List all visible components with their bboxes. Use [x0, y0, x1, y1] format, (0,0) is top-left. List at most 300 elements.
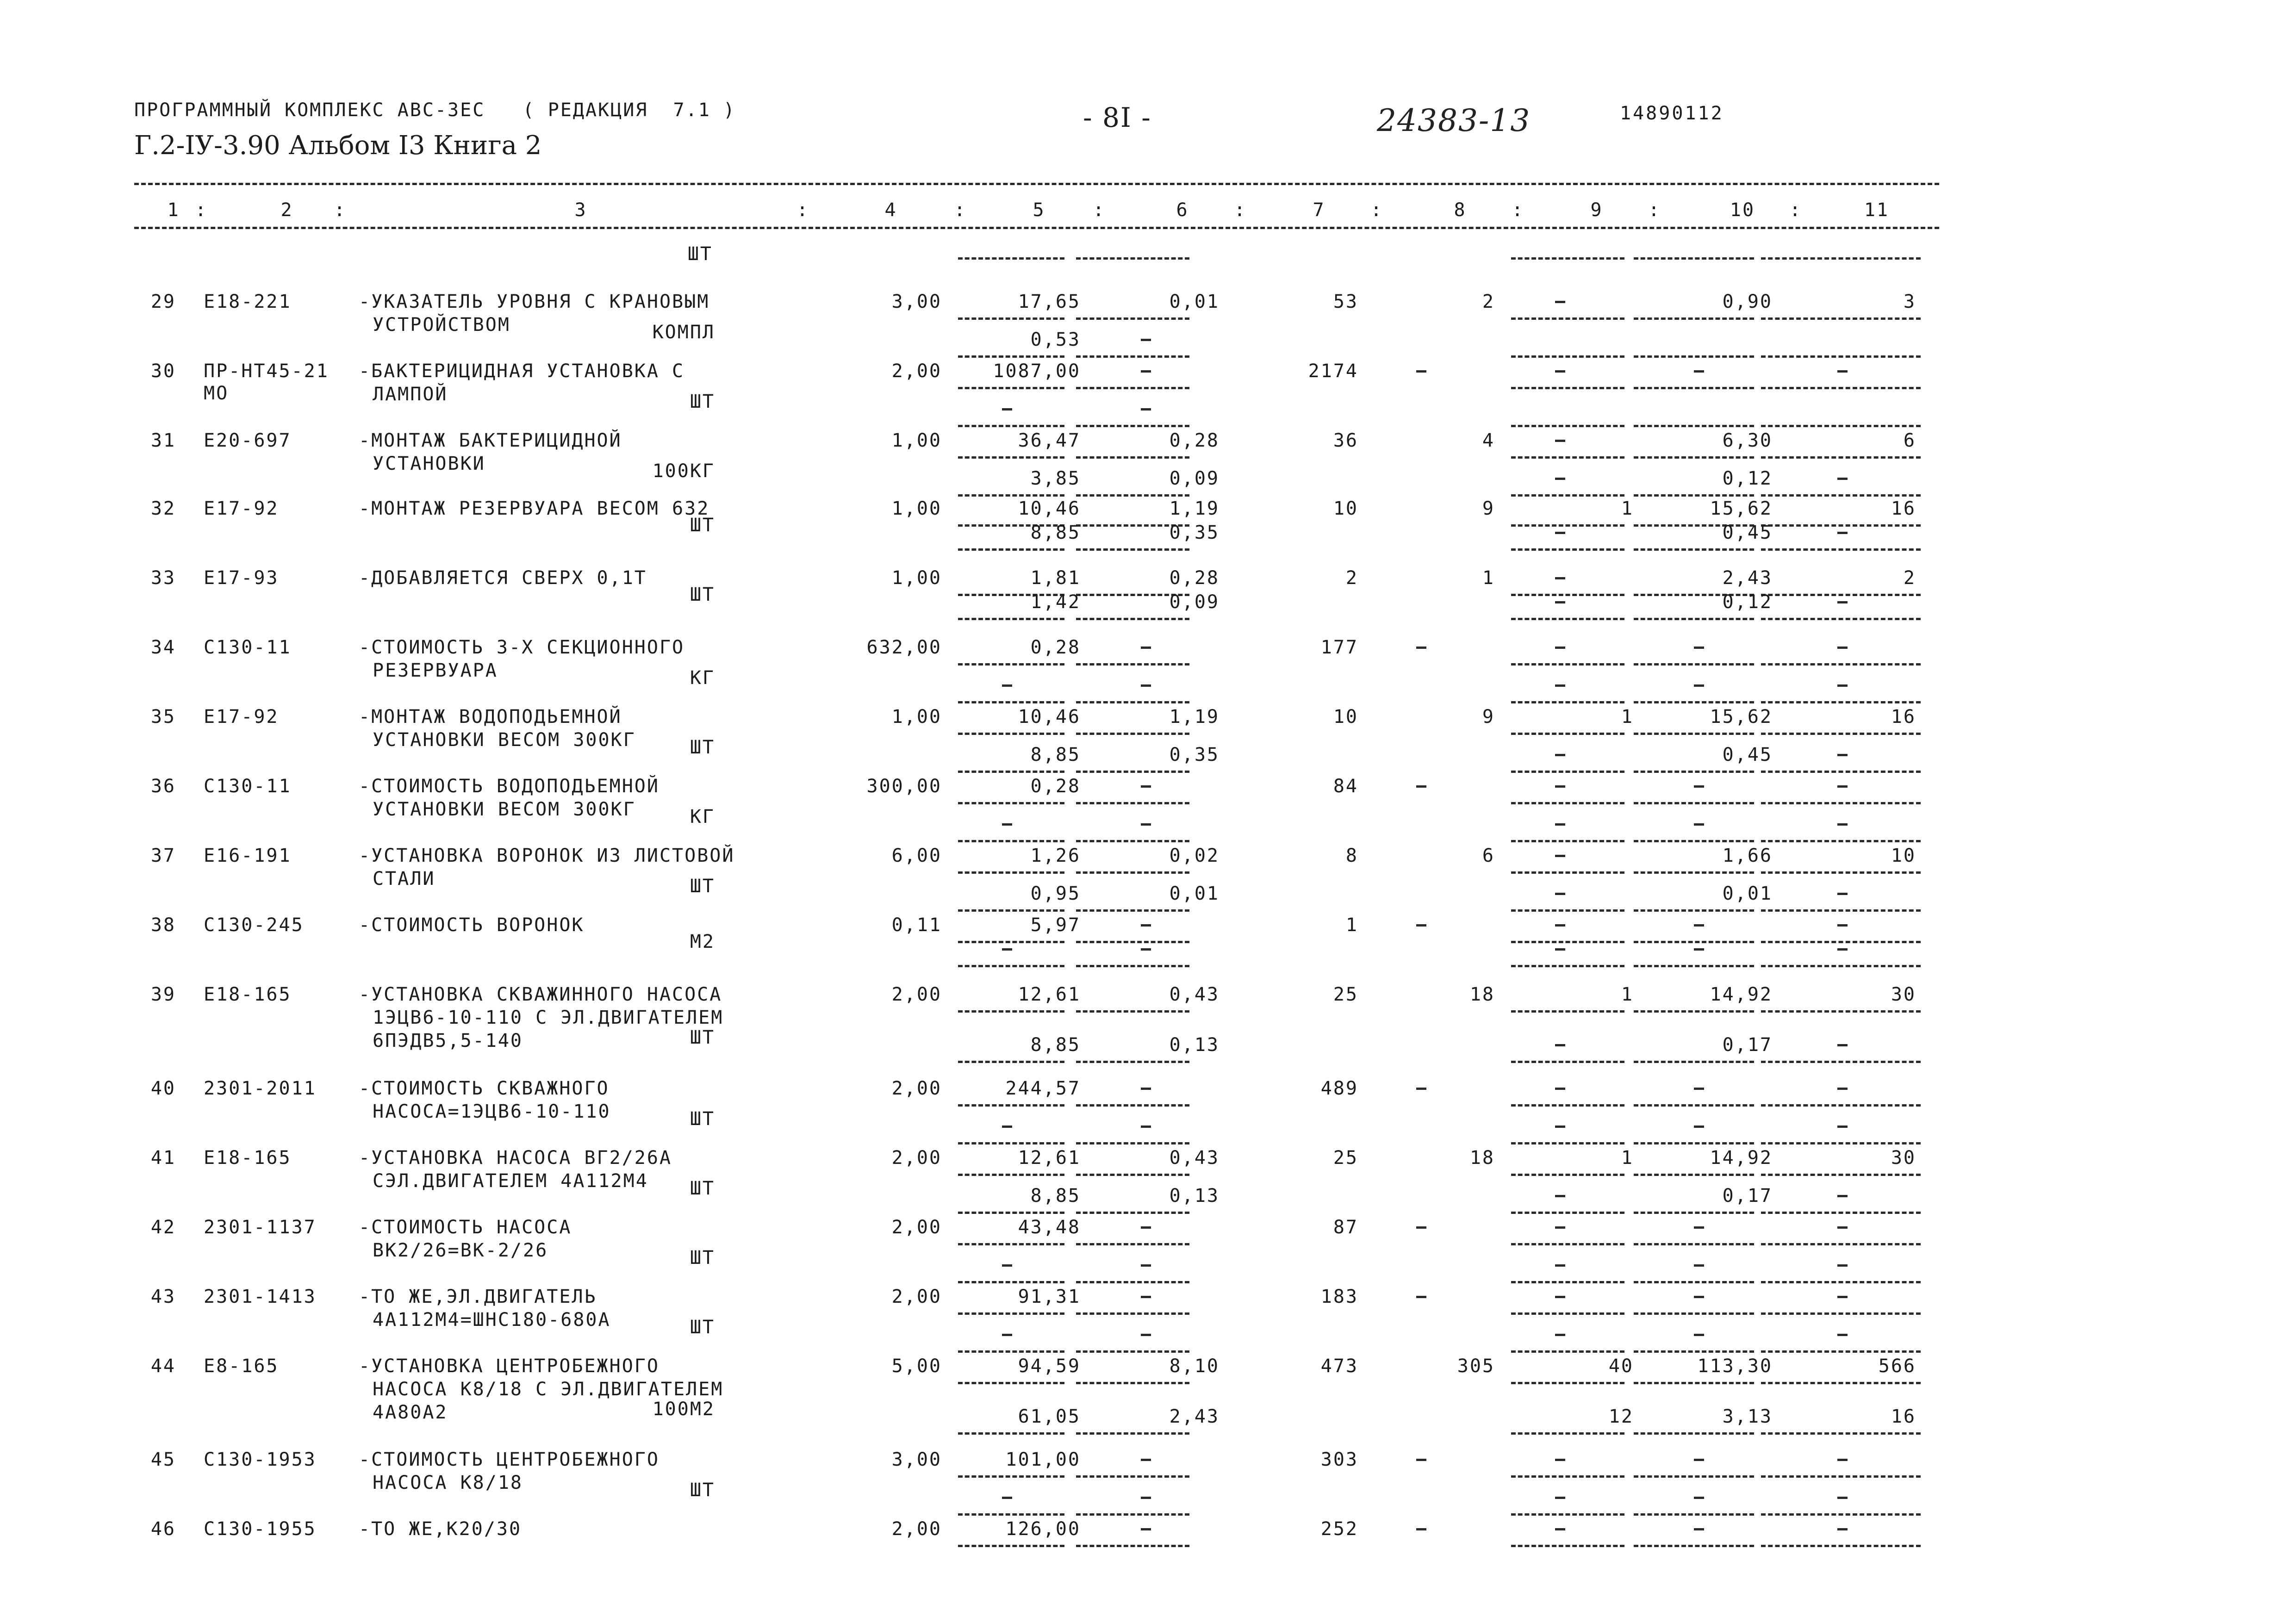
row-col-10-dash: [1694, 1296, 1704, 1298]
row-sub-col-10-dash: [1694, 1264, 1704, 1267]
column-separator: :: [1512, 199, 1524, 221]
row-sub-col-9-dash: [1555, 478, 1565, 480]
row-description: НАСОСА К8/18: [373, 1472, 523, 1493]
row-col-11-dash: [1837, 1528, 1848, 1530]
sub-rule: [1634, 355, 1754, 358]
sub-rule: [1634, 1513, 1754, 1516]
row-description: -ТО ЖЕ,К20/30: [359, 1518, 522, 1540]
sub-rule: [1761, 355, 1921, 358]
sub-rule: [1076, 1142, 1189, 1144]
row-sub-col-10-dash: [1694, 1497, 1704, 1499]
row-col-5: 17,65: [1018, 291, 1081, 312]
row-col-10: 14,92: [1710, 984, 1773, 1005]
row-unit: КОМПЛ: [652, 322, 715, 343]
sub-rule: [1634, 1061, 1754, 1063]
sub-rule: [1761, 1281, 1921, 1283]
sub-rule: [958, 909, 1064, 912]
row-sub-col-10: 0,17: [1722, 1034, 1773, 1056]
row-sub-col-5: 8,85: [1030, 522, 1081, 543]
column-header-10: 10: [1730, 199, 1755, 221]
row-col-9-dash: [1555, 1459, 1565, 1461]
row-sub-col-5: 0,95: [1030, 883, 1081, 904]
row-col-8-dash: [1416, 1296, 1426, 1298]
row-col-6: 8,10: [1169, 1356, 1220, 1377]
row-quantity: 5,00: [891, 1356, 942, 1377]
sub-rule: [1634, 425, 1754, 427]
row-col-6-dash: [1141, 370, 1151, 373]
sub-rule: [1076, 909, 1189, 912]
sub-rule: [1634, 1432, 1754, 1435]
row-quantity: 2,00: [891, 984, 942, 1005]
row-number: 37: [150, 845, 176, 866]
row-col-8: 4: [1482, 430, 1495, 451]
row-description: -ТО ЖЕ,ЭЛ.ДВИГАТЕЛЬ: [359, 1286, 597, 1307]
row-description: -СТОИМОСТЬ НАСОСА: [359, 1217, 572, 1238]
row-col-10-dash: [1694, 1226, 1704, 1229]
sub-rule: [1761, 1104, 1921, 1107]
row-sub-col-6-dash: [1141, 823, 1151, 826]
row-quantity: 3,00: [891, 291, 942, 312]
row-sub-col-5-dash: [1002, 1126, 1012, 1128]
sub-rule: [1511, 1212, 1624, 1214]
row-col-7: 10: [1333, 498, 1358, 519]
column-separator: :: [1093, 199, 1106, 221]
row-number: 29: [150, 291, 176, 312]
row-quantity: 1,00: [891, 567, 942, 589]
row-col-6: 1,19: [1169, 706, 1220, 728]
row-number: 30: [150, 361, 176, 382]
row-col-8: 305: [1457, 1356, 1495, 1377]
row-number: 34: [150, 637, 176, 658]
row-col-5: 10,46: [1018, 706, 1081, 728]
row-description: СЭЛ.ДВИГАТЕЛЕМ 4А112М4: [373, 1170, 648, 1192]
sub-rule: [958, 733, 1064, 735]
sub-rule: [1076, 802, 1189, 804]
row-sub-col-11-dash: [1837, 948, 1848, 951]
row-sub-col-11-dash: [1837, 1126, 1848, 1128]
row-number: 36: [150, 776, 176, 797]
sub-rule: [1634, 1281, 1754, 1283]
row-col-8-dash: [1416, 924, 1426, 927]
row-quantity: 2,00: [891, 1217, 942, 1238]
row-sub-col-9-dash: [1555, 948, 1565, 951]
sub-rule: [1761, 1350, 1921, 1353]
row-col-6-dash: [1141, 785, 1151, 788]
row-col-5: 94,59: [1018, 1356, 1081, 1377]
sub-rule: [1761, 1010, 1921, 1013]
row-number: 39: [150, 984, 176, 1005]
row-description: УСТАНОВКИ ВЕСОМ 300КГ: [373, 799, 636, 820]
row-col-7: 303: [1320, 1449, 1358, 1470]
row-col-8: 9: [1482, 498, 1495, 519]
row-sub-col-11-dash: [1837, 1497, 1848, 1499]
row-sub-col-9-dash: [1555, 684, 1565, 687]
row-unit: ШТ: [690, 515, 715, 536]
sub-rule: [958, 494, 1064, 497]
sub-rule: [1761, 1382, 1921, 1384]
sub-rule: [1076, 701, 1189, 703]
row-col-9: 1: [1621, 706, 1634, 728]
sub-rule: [1511, 701, 1624, 703]
sub-rule: [1511, 387, 1624, 389]
row-sub-col-10: 0,12: [1722, 591, 1773, 613]
row-col-8-dash: [1416, 1088, 1426, 1090]
row-sub-col-9-dash: [1555, 1334, 1565, 1336]
row-sub-col-9-dash: [1555, 1044, 1565, 1046]
row-col-5: 0,28: [1030, 776, 1081, 797]
column-separator: :: [195, 199, 208, 221]
sub-rule: [1634, 1010, 1754, 1013]
row-col-5: 1,26: [1030, 845, 1081, 866]
sub-rule: [958, 548, 1064, 551]
row-sub-col-5: 1,42: [1030, 591, 1081, 613]
row-col-11-dash: [1837, 1226, 1848, 1229]
sub-rule: [958, 1432, 1064, 1435]
row-sub-col-9-dash: [1555, 1497, 1565, 1499]
sub-rule: [958, 1212, 1064, 1214]
sub-rule: [1761, 1142, 1921, 1144]
sub-rule: [1511, 965, 1624, 967]
row-sub-col-6: 0,13: [1169, 1185, 1220, 1206]
sub-rule: [1511, 355, 1624, 358]
sub-rule: [1076, 1104, 1189, 1107]
row-sub-col-6: 0,35: [1169, 744, 1220, 765]
row-number: 31: [150, 430, 176, 451]
row-col-7: 10: [1333, 706, 1358, 728]
column-header-11: 11: [1864, 199, 1890, 221]
row-sub-col-5-dash: [1002, 684, 1012, 687]
row-col-11: 3: [1903, 291, 1916, 312]
sub-rule: [958, 802, 1064, 804]
row-code: С130-1953: [204, 1449, 317, 1470]
row-sub-col-9-dash: [1555, 1126, 1565, 1128]
row-col-9-dash: [1555, 1088, 1565, 1090]
row-sub-col-6: 0,01: [1169, 883, 1220, 904]
sub-rule: [1761, 941, 1921, 943]
column-separator: :: [954, 199, 967, 221]
row-sub-col-10: 0,17: [1722, 1185, 1773, 1206]
sub-rule: [958, 941, 1064, 943]
sub-rule: [1511, 1010, 1624, 1013]
row-sub-col-6: 0,09: [1169, 591, 1220, 613]
page-number: - 8I -: [1083, 102, 1151, 133]
row-col-5: 1,81: [1030, 567, 1081, 589]
sub-rule: [1761, 802, 1921, 804]
row-col-11: 2: [1903, 567, 1916, 589]
sub-rule: [1761, 701, 1921, 703]
row-sub-col-5: 3,85: [1030, 468, 1081, 489]
sub-rule: [1634, 387, 1754, 389]
sub-rule: [1511, 456, 1624, 459]
row-col-10-dash: [1694, 785, 1704, 788]
row-sub-col-5: 8,85: [1030, 1034, 1081, 1056]
column-separator: :: [1370, 199, 1383, 221]
column-header-9: 9: [1590, 199, 1603, 221]
sub-rule: [1761, 909, 1921, 912]
row-description: УСТАНОВКИ: [373, 453, 485, 474]
sub-rule: [958, 871, 1064, 874]
row-col-7: 53: [1333, 291, 1358, 312]
row-col-11-dash: [1837, 785, 1848, 788]
sub-rule: [1761, 387, 1921, 389]
row-description: -СТОИМОСТЬ ВОРОНОК: [359, 914, 585, 936]
sub-rule: [1076, 618, 1189, 620]
row-col-6-dash: [1141, 647, 1151, 649]
row-code: С130-245: [204, 914, 304, 936]
row-col-5: 91,31: [1018, 1286, 1081, 1307]
sub-rule: [1076, 425, 1189, 427]
sub-rule: [1511, 1432, 1624, 1435]
row-sub-col-5-dash: [1002, 1497, 1012, 1499]
sub-rule: [958, 965, 1064, 967]
row-sub-col-5-dash: [1002, 948, 1012, 951]
sub-rule: [958, 1513, 1064, 1516]
sub-rule: [1076, 941, 1189, 943]
row-col-11: 16: [1891, 706, 1916, 728]
sub-rule: [1076, 355, 1189, 358]
row-col-10: 1,66: [1722, 845, 1773, 866]
row-description: СТАЛИ: [373, 868, 436, 889]
row-sub-col-10-dash: [1694, 948, 1704, 951]
row-col-9-dash: [1555, 1296, 1565, 1298]
row-quantity: 1,00: [891, 706, 942, 728]
row-sub-col-5-dash: [1002, 408, 1012, 410]
column-header-5: 5: [1033, 199, 1045, 221]
row-description: 1ЭЦВ6-10-110 С ЭЛ.ДВИГАТЕЛЕМ: [373, 1007, 724, 1028]
row-col-8: 18: [1469, 1147, 1495, 1169]
sub-rule: [1511, 1513, 1624, 1516]
sub-rule: [1761, 1061, 1921, 1063]
sub-rule: [1761, 1513, 1921, 1516]
row-number: 40: [150, 1078, 176, 1099]
sub-rule: [1634, 1382, 1754, 1384]
row-col-6-dash: [1141, 1088, 1151, 1090]
sub-rule: [1761, 965, 1921, 967]
row-sub-col-9-dash: [1555, 1195, 1565, 1197]
sub-rule: [1634, 1475, 1754, 1478]
row-col-11: 10: [1891, 845, 1916, 866]
row-description: 6ПЭДВ5,5-140: [373, 1030, 523, 1051]
row-code: С130-1955: [204, 1518, 317, 1540]
sub-rule: [1076, 548, 1189, 551]
row-sub-col-10: 3,13: [1722, 1406, 1773, 1427]
row-col-7: 1: [1345, 914, 1358, 936]
row-unit: ШТ: [690, 1480, 715, 1501]
sub-rule: [1634, 1174, 1754, 1176]
row-col-10-dash: [1694, 1459, 1704, 1461]
sub-rule: [1076, 871, 1189, 874]
sub-rule: [1761, 494, 1921, 497]
row-number: 46: [150, 1518, 176, 1540]
column-header-2: 2: [280, 199, 293, 221]
row-col-11: 566: [1878, 1356, 1916, 1377]
row-unit: ШТ: [690, 1247, 715, 1269]
sub-rule: [958, 1142, 1064, 1144]
row-col-8-dash: [1416, 1459, 1426, 1461]
row-number: 41: [150, 1147, 176, 1169]
sub-rule: [1634, 1545, 1754, 1547]
row-col-6: 0,28: [1169, 430, 1220, 451]
sub-rule: [1076, 1350, 1189, 1353]
row-col-6: 0,28: [1169, 567, 1220, 589]
sub-rule: [1761, 1432, 1921, 1435]
sub-rule: [958, 1281, 1064, 1283]
row-sub-col-5: 61,05: [1018, 1406, 1081, 1427]
sub-rule: [1076, 1174, 1189, 1176]
row-sub-col-6-dash: [1141, 1264, 1151, 1267]
column-header-6: 6: [1176, 199, 1189, 221]
sub-rule: [958, 425, 1064, 427]
sub-rule: [1634, 456, 1754, 459]
sub-rule: [1076, 1243, 1189, 1245]
row-unit: ШТ: [690, 1317, 715, 1338]
sub-rule: [1076, 387, 1189, 389]
row-col-6-dash: [1141, 1528, 1151, 1530]
row-sub-col-6-dash: [1141, 1334, 1151, 1336]
row-quantity: 2,00: [891, 361, 942, 382]
handwritten-code: 24383-13: [1377, 103, 1531, 138]
sub-rule: [1511, 733, 1624, 735]
sub-rule: [1511, 317, 1624, 320]
row-description: -СТОИМОСТЬ СКВАЖНОГО: [359, 1078, 610, 1099]
sub-rule: [1761, 594, 1921, 596]
unit-label: ШТ: [687, 243, 713, 265]
column-header-4: 4: [884, 199, 897, 221]
sub-rule: [1511, 594, 1624, 596]
row-col-7: 2174: [1308, 361, 1358, 382]
sub-rule: [1511, 494, 1624, 497]
row-col-8: 18: [1469, 984, 1495, 1005]
sum-rule: [1761, 257, 1921, 260]
row-sub-col-11-dash: [1837, 823, 1848, 826]
row-sub-col-6-dash: [1141, 1497, 1151, 1499]
row-col-5: 244,57: [1005, 1078, 1081, 1099]
row-col-9: 1: [1621, 1147, 1634, 1169]
row-unit: М2: [690, 931, 715, 952]
sub-rule: [1761, 618, 1921, 620]
row-sub-col-10-dash: [1694, 1126, 1704, 1128]
row-description: -УСТАНОВКА СКВАЖИННОГО НАСОСА: [359, 984, 722, 1005]
row-col-5: 1087,00: [993, 361, 1081, 382]
sub-rule: [1761, 1174, 1921, 1176]
row-col-5: 12,61: [1018, 1147, 1081, 1169]
sub-rule: [958, 387, 1064, 389]
sub-rule: [1076, 317, 1189, 320]
row-description: -МОНТАЖ ВОДОПОДЬЕМНОЙ: [359, 706, 622, 728]
sub-rule: [1511, 909, 1624, 912]
sub-rule: [1511, 1312, 1624, 1315]
row-description: -МОНТАЖ РЕЗЕРВУАРА ВЕСОМ 632: [359, 498, 710, 519]
sub-rule: [1634, 941, 1754, 943]
sub-rule: [1511, 840, 1624, 842]
row-sub-col-6: 0,35: [1169, 522, 1220, 543]
sub-rule: [1761, 871, 1921, 874]
sub-rule: [1634, 618, 1754, 620]
sub-rule: [1761, 840, 1921, 842]
row-quantity: 1,00: [891, 498, 942, 519]
sub-rule: [1076, 456, 1189, 459]
column-header-3: 3: [574, 199, 587, 221]
sub-rule: [1076, 1382, 1189, 1384]
sub-rule: [1761, 425, 1921, 427]
row-description: ЛАМПОЙ: [373, 384, 448, 405]
row-sub-col-10: 0,45: [1722, 744, 1773, 765]
program-complex-title: ПРОГРАММНЫЙ КОМПЛЕКС АВС-ЗЕС ( РЕДАКЦИЯ 7.1 ): [134, 99, 736, 121]
sub-rule: [1511, 1142, 1624, 1144]
sub-rule: [1634, 701, 1754, 703]
row-description: -СТОИМОСТЬ 3-Х СЕКЦИОННОГО: [359, 637, 685, 658]
row-col-9-dash: [1555, 370, 1565, 373]
sub-rule: [1511, 1061, 1624, 1063]
row-code: 2301-2011: [204, 1078, 317, 1099]
sub-rule: [958, 618, 1064, 620]
row-col-9-dash: [1555, 785, 1565, 788]
sub-rule: [1511, 871, 1624, 874]
sub-rule: [1761, 1212, 1921, 1214]
row-sub-col-6-dash: [1141, 684, 1151, 687]
sub-rule: [1634, 965, 1754, 967]
sub-rule: [1511, 1281, 1624, 1283]
sub-rule: [1634, 733, 1754, 735]
row-number: 32: [150, 498, 176, 519]
row-quantity: 3,00: [891, 1449, 942, 1470]
sub-rule: [1076, 1513, 1189, 1516]
sub-rule: [958, 840, 1064, 842]
row-col-9-dash: [1555, 855, 1565, 857]
row-col-6: 0,43: [1169, 984, 1220, 1005]
sub-rule: [958, 1312, 1064, 1315]
sub-rule: [1511, 1382, 1624, 1384]
sub-rule: [1511, 1243, 1624, 1245]
row-description: 4А80А2: [373, 1402, 448, 1423]
sub-rule: [1634, 1243, 1754, 1245]
row-col-11: 30: [1891, 984, 1916, 1005]
row-code-cont: МО: [204, 383, 229, 404]
row-sub-col-11-dash: [1837, 684, 1848, 687]
row-sub-col-5-dash: [1002, 1264, 1012, 1267]
row-description: -СТОИМОСТЬ ЦЕНТРОБЕЖНОГО: [359, 1449, 660, 1470]
row-col-11-dash: [1837, 1088, 1848, 1090]
sub-rule: [1076, 663, 1189, 665]
row-col-10: 0,90: [1722, 291, 1773, 312]
row-quantity: 632,00: [866, 637, 942, 658]
row-sub-col-10: 0,12: [1722, 468, 1773, 489]
row-col-10: 15,62: [1710, 498, 1773, 519]
sub-rule: [1761, 1545, 1921, 1547]
sub-rule: [958, 1104, 1064, 1107]
column-header-8: 8: [1454, 199, 1467, 221]
row-sub-col-9-dash: [1555, 893, 1565, 895]
row-description: -МОНТАЖ БАКТЕРИЦИДНОЙ: [359, 430, 622, 451]
row-sub-col-11-dash: [1837, 754, 1848, 756]
sub-rule: [958, 771, 1064, 773]
row-description: -ДОБАВЛЯЕТСЯ СВЕРХ 0,1Т: [359, 567, 647, 589]
row-description: НАСОСА К8/18 С ЭЛ.ДВИГАТЕЛЕМ: [373, 1379, 724, 1400]
row-description: УСТАНОВКИ ВЕСОМ 300КГ: [373, 729, 636, 751]
sub-rule: [958, 1475, 1064, 1478]
sub-rule: [1076, 965, 1189, 967]
row-unit: КГ: [690, 667, 715, 689]
header-bottom-rule: [134, 227, 1939, 229]
sub-rule: [1761, 1475, 1921, 1478]
row-col-11: 16: [1891, 498, 1916, 519]
row-col-10-dash: [1694, 370, 1704, 373]
row-description: РЕЗЕРВУАРА: [373, 660, 498, 681]
row-description: УСТРОЙСТВОМ: [373, 314, 510, 336]
row-col-10-dash: [1694, 924, 1704, 927]
row-col-6-dash: [1141, 1296, 1151, 1298]
row-col-9-dash: [1555, 647, 1565, 649]
